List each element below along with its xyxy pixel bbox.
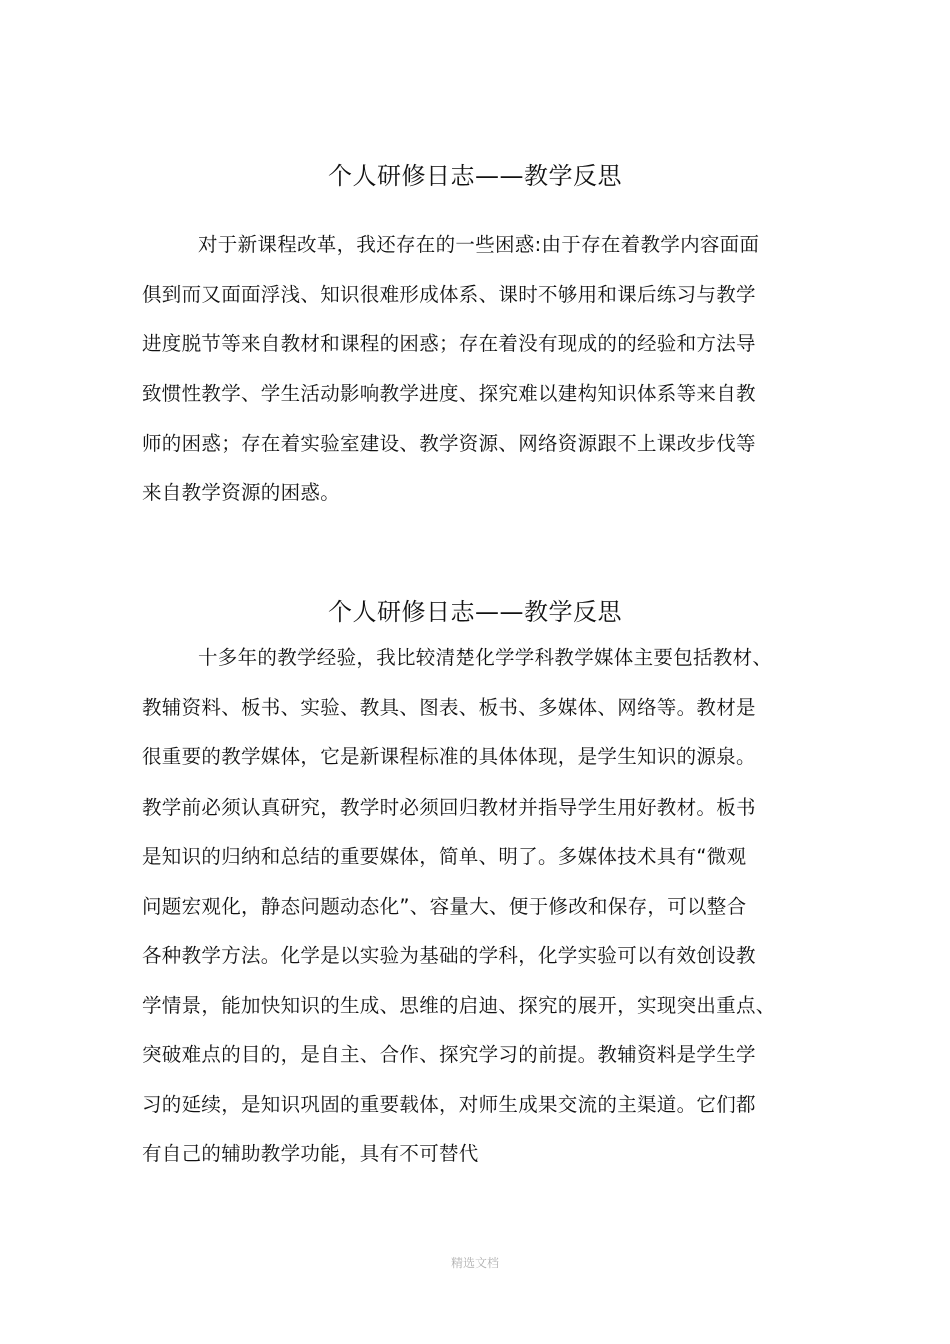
section1-line: 对于新课程改革，我还存在的一些困惑:由于存在着教学内容面面 [198, 233, 760, 256]
section1-line: 师的困惑；存在着实验室建设、教学资源、网络资源跟不上课改步伐等 [142, 432, 756, 455]
section2-line: 很重要的教学媒体，它是新课程标准的具体体现，是学生知识的源泉。 [142, 745, 756, 768]
section2-line: 各种教学方法。化学是以实验为基础的学科，化学实验可以有效创设教 [142, 944, 756, 967]
section2-line: 习的延续，是知识巩固的重要载体，对师生成果交流的主渠道。它们都 [142, 1093, 756, 1116]
footer-watermark: 精选文档 [451, 1256, 500, 1270]
section1-line: 致惯性教学、学生活动影响教学进度、探究难以建构知识体系等来自教 [142, 382, 756, 405]
section2-line: 教辅资料、板书、实验、教具、图表、板书、多媒体、网络等。教材是 [142, 696, 756, 719]
section2-line: 十多年的教学经验，我比较清楚化学学科教学媒体主要包括教材、 [198, 646, 773, 669]
section2-line: 突破难点的目的，是自主、合作、探究学习的前提。教辅资料是学生学 [142, 1043, 756, 1066]
section1-title: 个人研修日志——教学反思 [328, 162, 622, 190]
section2-line: 学情景，能加快知识的生成、思维的启迪、探究的展开，实现突出重点、 [142, 994, 776, 1017]
section2-line: 有自己的辅助教学功能，具有不可替代 [142, 1142, 479, 1165]
section2-title: 个人研修日志——教学反思 [328, 598, 622, 626]
section2-line: 教学前必须认真研究，教学时必须回归教材并指导学生用好教材。板书 [142, 796, 756, 819]
section1-line: 进度脱节等来自教材和课程的困惑；存在着没有现成的的经验和方法导 [142, 332, 756, 355]
section2-line: 问题宏观化，静态问题动态化”、容量大、便于修改和保存，可以整合 [142, 895, 747, 918]
section2-line: 是知识的归纳和总结的重要媒体，简单、明了。多媒体技术具有“微观 [142, 845, 747, 868]
section1-line: 俱到而又面面浮浅、知识很难形成体系、课时不够用和课后练习与教学 [142, 283, 756, 306]
section1-line: 来自教学资源的困惑。 [142, 481, 341, 504]
